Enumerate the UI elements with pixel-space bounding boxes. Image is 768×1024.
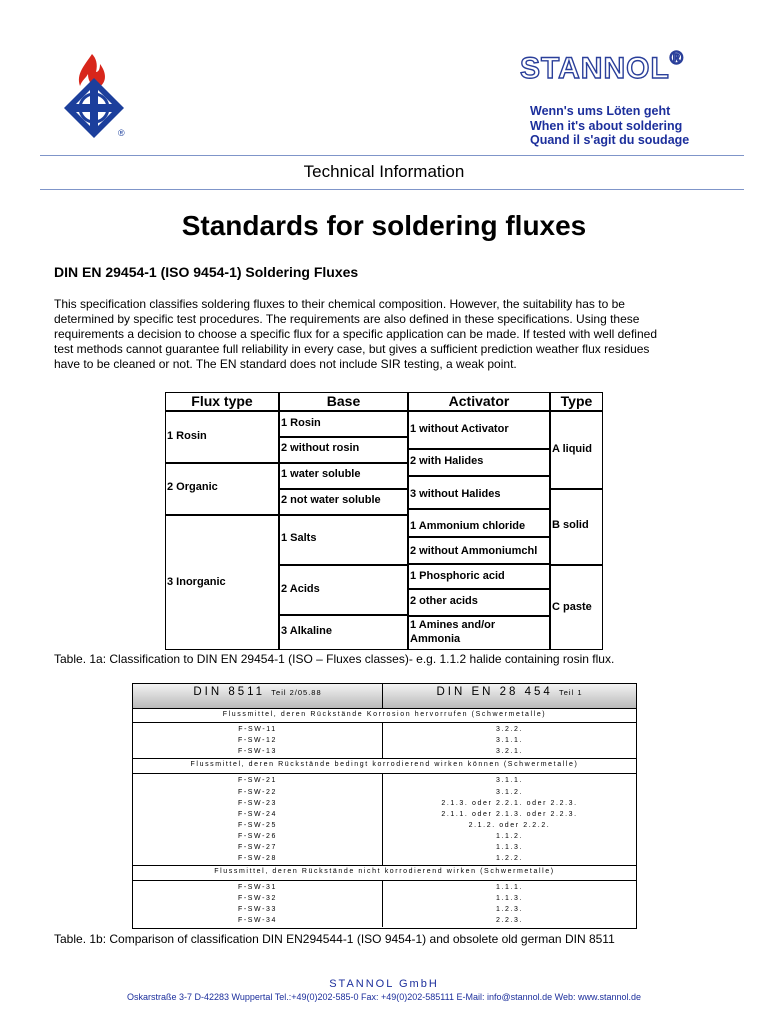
row-divider — [133, 722, 636, 723]
en-code: 2.1.3. oder 2.2.1. oder 2.2.3. — [441, 800, 578, 807]
header-flux-type: Flux type — [191, 393, 253, 409]
tagline-fr: Quand il s'agit du soudage — [530, 133, 690, 147]
section-title: Flussmittel, deren Rückstände nicht korrodierend wirken (Schwermetalle) — [214, 868, 555, 875]
paragraph-line: requirements a decision to choose a specific flux for a specific application can be made. If tested with well defined — [54, 327, 657, 341]
din8511-code: F-SW-31 — [237, 884, 278, 891]
din8511-code: F-SW-24 — [237, 811, 278, 818]
flux-type-inorganic: 3 Inorganic — [167, 576, 226, 588]
row-divider — [133, 773, 636, 774]
footer-address: Oskarstraße 3-7 D-42283 Wuppertal Tel.:+49(0)202-585-0 Fax: +49(0)202-585111 E-Mail: info@stannol.de Web: www.stannol.de — [126, 992, 642, 1002]
paragraph-line: determined by specific test procedures. The requirements are also defined in these specifications. Using these — [54, 312, 640, 326]
en-code: 3.2.2. — [495, 726, 524, 733]
en-code: 3.1.1. — [495, 737, 524, 744]
divider-bottom — [40, 189, 744, 190]
base-rosin: 1 Rosin — [281, 417, 321, 429]
en-code: 1.2.3. — [495, 906, 524, 913]
column-divider — [382, 684, 383, 708]
activator-amines: 1 Amines and/or — [410, 619, 496, 631]
flux-type-organic: 2 Organic — [167, 481, 218, 493]
flux-type-rosin: 1 Rosin — [167, 430, 207, 442]
type-paste: C paste — [552, 601, 592, 613]
type-liquid: A liquid — [552, 443, 592, 455]
din8511-code: F-SW-22 — [237, 789, 278, 796]
header-activator: Activator — [448, 393, 510, 409]
en-code: 1.1.1. — [495, 884, 524, 891]
section-heading: DIN EN 29454-1 (ISO 9454-1) Soldering Fluxes — [54, 264, 359, 280]
din8511-code: F-SW-33 — [237, 906, 278, 913]
tagline-de: Wenn's ums Löten geht — [530, 104, 671, 118]
brand-name: STANNOL® — [520, 48, 685, 85]
base-not-water-soluble: 2 not water soluble — [281, 494, 381, 506]
flux-classification-table — [165, 392, 603, 650]
section-title: Flussmittel, deren Rückstände Korrosion hervorrufen (Schwermetalle) — [222, 711, 547, 718]
activator-phosphoric: 1 Phosphoric acid — [410, 570, 505, 582]
tagline-en: When it's about soldering — [530, 119, 683, 133]
activator-ammonia: Ammonia — [410, 633, 461, 645]
base-salts: 1 Salts — [281, 532, 317, 544]
base-without-rosin: 2 without rosin — [281, 442, 360, 454]
din8511-code: F-SW-12 — [237, 737, 278, 744]
header-base: Base — [326, 393, 361, 409]
header-din8511: DIN 8511 Teil 2/05.88 — [133, 684, 382, 708]
en-code: 3.1.2. — [495, 789, 524, 796]
en-code: 2.1.2. oder 2.2.2. — [468, 822, 551, 829]
din8511-code: F-SW-34 — [237, 917, 278, 924]
footer-company: STANNOL GmbH — [329, 978, 439, 990]
intro-paragraph — [54, 297, 716, 372]
din8511-code: F-SW-27 — [237, 844, 278, 851]
en-code: 1.1.3. — [495, 895, 524, 902]
paragraph-line: have to be cleaned or not. The EN standard does not include SIR testing, a weak point. — [54, 357, 517, 371]
en-code: 2.1.1. oder 2.1.3. oder 2.2.3. — [441, 811, 578, 818]
section-title: Flussmittel, deren Rückstände bedingt korrodierend wirken können (Schwermetalle) — [190, 761, 579, 768]
activator-without-ammonium: 2 without Ammoniumchl — [410, 545, 538, 557]
din8511-code: F-SW-11 — [238, 726, 277, 733]
row-divider — [133, 880, 636, 881]
activator-none: 1 without Activator — [410, 423, 509, 435]
en-code: 3.2.1. — [495, 748, 524, 755]
din8511-code: F-SW-25 — [237, 822, 278, 829]
base-acids: 2 Acids — [281, 583, 320, 595]
din8511-code: F-SW-28 — [237, 855, 278, 862]
paragraph-line: This specification classifies soldering fluxes to their chemical composition. However, the suitability has to be — [54, 297, 625, 311]
en-code: 1.2.2. — [495, 855, 524, 862]
header-din-en-28454: DIN EN 28 454 Teil 1 — [383, 684, 636, 708]
table1-caption: Table. 1a: Classification to DIN EN 29454-1 (ISO – Fluxes classes)- e.g. 1.1.2 halide containing rosin flux. — [54, 652, 615, 666]
activator-halides: 2 with Halides — [410, 455, 484, 467]
din8511-code: F-SW-26 — [237, 833, 278, 840]
activator-other-acids: 2 other acids — [410, 595, 478, 607]
stannol-logo — [58, 52, 130, 144]
activator-ammonium-chloride: 1 Ammonium chloride — [410, 520, 526, 532]
table2-caption: Table. 1b: Comparison of classification DIN EN294544-1 (ISO 9454-1) and obsolete old german DIN 8511 — [54, 932, 615, 946]
activator-no-halides: 3 without Halides — [410, 488, 501, 500]
din-comparison-table — [132, 683, 637, 929]
din8511-code: F-SW-13 — [237, 748, 278, 755]
divider-top — [40, 155, 744, 156]
section-label: Technical Information — [303, 162, 465, 181]
base-alkaline: 3 Alkaline — [281, 625, 332, 637]
din8511-code: F-SW-21 — [237, 777, 278, 784]
paragraph-line: test methods cannot guarantee full reliability in every case, but gives a sufficient prediction weather flux residues — [54, 342, 650, 356]
en-code: 1.1.3. — [495, 844, 524, 851]
en-code: 2.2.3. — [495, 917, 524, 924]
base-water-soluble: 1 water soluble — [281, 468, 361, 480]
din8511-code: F-SW-32 — [237, 895, 278, 902]
en-code: 3.1.1. — [495, 777, 524, 784]
svg-text:®: ® — [118, 128, 125, 138]
din8511-code: F-SW-23 — [237, 800, 278, 807]
header-type: Type — [560, 393, 593, 409]
page-title: Standards for soldering fluxes — [181, 210, 587, 241]
en-code: 1.1.2. — [495, 833, 524, 840]
type-solid: B solid — [552, 519, 589, 531]
